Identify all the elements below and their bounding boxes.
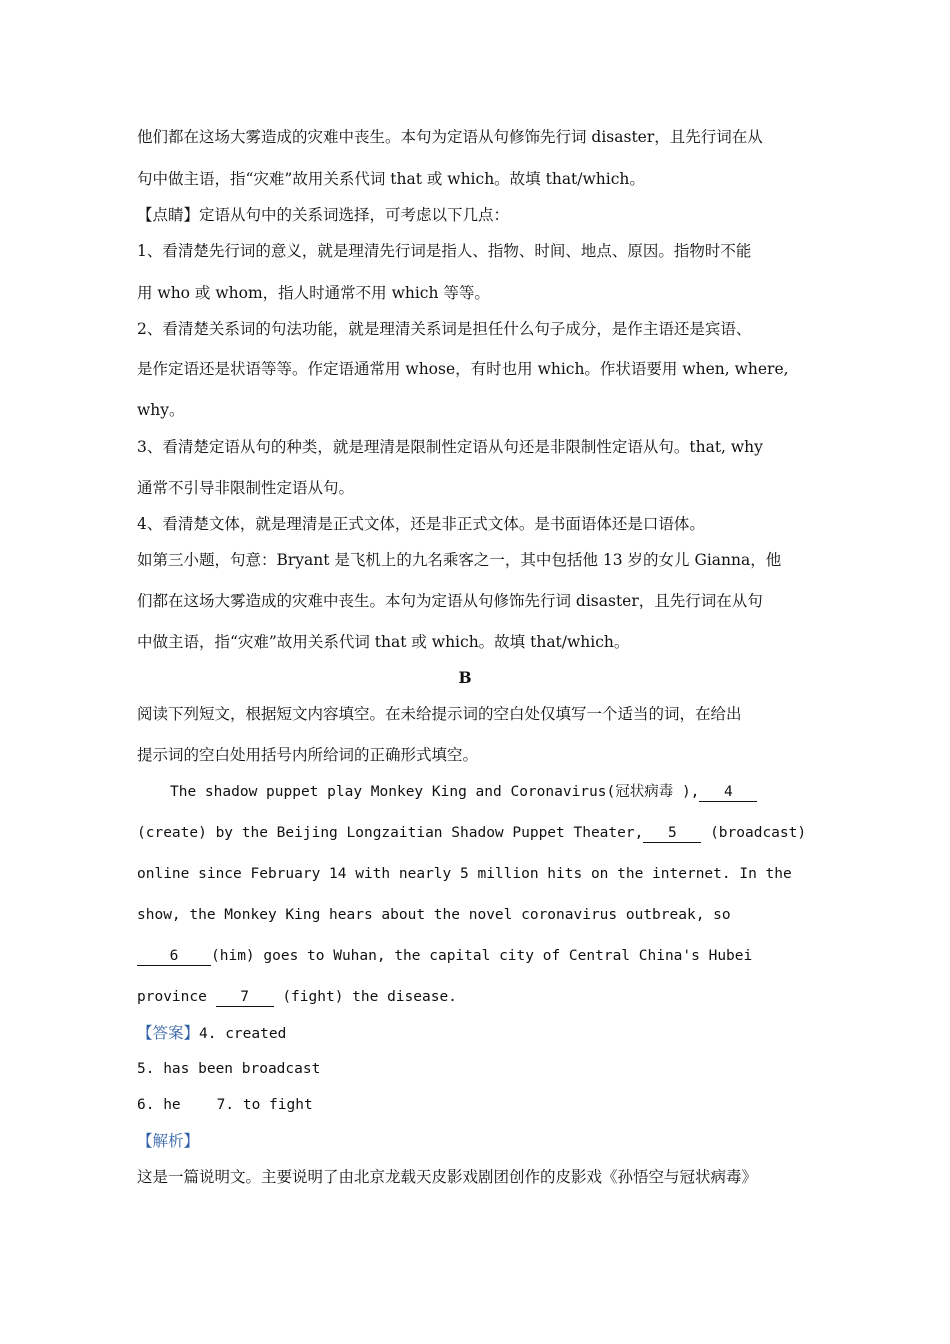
tip-point1-line2: 用 who 或 whom，指人时通常不用 which 等等。 (137, 284, 490, 302)
analysis-bracket: 【解析】 (137, 1132, 200, 1150)
tip-text: 定语从句中的关系词选择，可考虑以下几点： (199, 206, 510, 224)
passage-text: (create) by the Beijing Longzaitian Shadow Puppet Theater, (137, 825, 644, 841)
passage-line5 (137, 945, 752, 967)
tip-example-line1: 如第三小题，句意：Bryant 是飞机上的九名乘客之一，其中包括他 13 岁的女儿 Gianna，他 (137, 551, 782, 569)
tip-heading (137, 204, 509, 226)
tip-example-line2: 们都在这场大雾造成的灾难中丧生。本句为定语从句修饰先行词 disaster，且先行词在从句 (137, 592, 763, 610)
passage-text: (him) goes to Wuhan, the capital city of Central China's Hubei (211, 948, 753, 964)
answer-4: 4. created (199, 1026, 287, 1042)
answer-bracket: 【答案】 (137, 1024, 200, 1042)
tip-point2-line1: 2、看清楚关系词的句法功能，就是理清关系词是担任什么句子成分，是作主语还是宾语、 (137, 320, 752, 338)
tip-point3-line1: 3、看清楚定语从句的种类，就是理清是限制性定语从句还是非限制性定语从句。that, why (137, 438, 763, 456)
answer-line (137, 1022, 286, 1045)
passage-line2 (137, 822, 806, 844)
para1-line1: 他们都在这场大雾造成的灾难中丧生。本句为定语从句修饰先行词 disaster，且先行词在从 (137, 128, 763, 146)
answer-6: 6. he (137, 1097, 181, 1113)
blank-6: 6 (137, 947, 211, 966)
para1-line2: 句中做主语，指“灾难”故用关系代词 that 或 which。故填 that/which。 (137, 170, 645, 188)
passage-line6 (137, 986, 457, 1008)
passage-line4: show, the Monkey King hears about the novel coronavirus outbreak, so (137, 907, 731, 923)
tip-point4: 4、看清楚文体，就是理清是正式文体，还是非正式文体。是书面语体还是口语体。 (137, 515, 705, 533)
tip-bracket: 【点睛】 (137, 206, 200, 224)
tip-point2-line3: why。 (137, 401, 185, 419)
tip-point3-line2: 通常不引导非限制性定语从句。 (137, 479, 355, 497)
passage-text: The shadow puppet play Monkey King and Coronavirus(冠状病毒 ), (170, 784, 700, 800)
tip-example-line3: 中做主语，指“灾难”故用关系代词 that 或 which。故填 that/which。 (137, 633, 630, 651)
instruction-line1: 阅读下列短文，根据短文内容填空。在未给提示词的空白处仅填写一个适当的词，在给出 (137, 705, 742, 723)
passage-line1 (170, 781, 757, 803)
analysis-text: 这是一篇说明文。主要说明了由北京龙载天皮影戏剧团创作的皮影戏《孙悟空与冠状病毒》 (137, 1168, 758, 1186)
passage-text: province (137, 989, 207, 1005)
answer-6-7 (137, 1094, 313, 1116)
blank-5: 5 (643, 824, 701, 843)
tip-point1-line1: 1、看清楚先行词的意义，就是理清先行词是指人、指物、时间、地点、原因。指物时不能 (137, 242, 752, 260)
passage-line3: online since February 14 with nearly 5 million hits on the internet. In the (137, 866, 792, 882)
instruction-line2: 提示词的空白处用括号内所给词的正确形式填空。 (137, 746, 479, 764)
blank-4: 4 (699, 783, 757, 802)
blank-7: 7 (216, 988, 274, 1007)
section-heading: B (458, 668, 472, 687)
answer-7: 7. to fight (216, 1097, 313, 1113)
passage-text: (broadcast) (710, 825, 807, 841)
passage-text: (fight) the disease. (282, 989, 457, 1005)
answer-5: 5. has been broadcast (137, 1061, 321, 1077)
tip-point2-line2: 是作定语还是状语等等。作定语通常用 whose，有时也用 which。作状语要用 when, where, (137, 360, 789, 378)
